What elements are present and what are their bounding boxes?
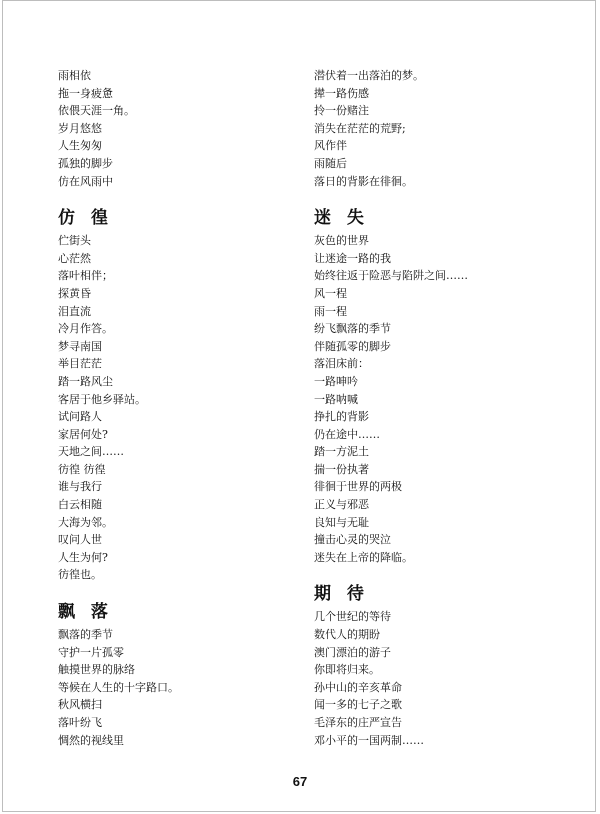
poem-line: 伴随孤零的脚步 — [314, 339, 391, 353]
poem-line: 落泪床前： — [314, 357, 369, 371]
poem-line: 人生为何? — [58, 550, 108, 564]
poem-line: 落叶相伴； — [58, 269, 113, 283]
left-column — [58, 67, 288, 749]
poem-line: 等候在人生的十字路口。 — [58, 680, 179, 694]
right-column — [314, 67, 554, 749]
poem-line: 数代人的期盼 — [314, 628, 380, 642]
poem-line: 仿在风雨中 — [58, 174, 113, 188]
poem-line: 迷失在上帝的降临。 — [314, 550, 413, 564]
poem-line: 撵一路伤感 — [314, 86, 369, 100]
poem-line: 澳门漂泊的游子 — [314, 645, 391, 659]
poem-line: 叹问人世 — [58, 533, 102, 547]
poem-line: 踏一方泥土 — [314, 445, 369, 459]
poem-line: 风作伴 — [314, 139, 347, 153]
poem-line: 试问路人 — [58, 410, 102, 424]
poem-line: 谁与我行 — [58, 480, 102, 494]
poem-line: 依偎天涯一角。 — [58, 104, 135, 118]
poem-line: 踏一路风尘 — [58, 374, 113, 388]
poem-line: 毛泽东的庄严宣告 — [314, 716, 402, 729]
poem-line: 孤独的脚步 — [58, 156, 113, 170]
poem-line: 你即将归来。 — [314, 663, 380, 677]
poem-line: 泪直流 — [58, 304, 91, 318]
poem-line: 闻一多的七子之歌 — [314, 698, 402, 712]
poem-line: 徘徊于世界的两极 — [314, 480, 402, 494]
poem-line: 落叶纷飞 — [58, 716, 102, 729]
poem-line: 仍在途中…… — [314, 427, 380, 441]
poem-line: 让迷途一路的我 — [314, 251, 391, 265]
poem-line: 彷徨 彷徨 — [58, 462, 106, 476]
poem-title-piaoluo: 飘 落 — [58, 602, 113, 623]
page-number: 67 — [292, 774, 308, 789]
poem-line: 雨一程 — [314, 304, 347, 318]
poem-line: 落日的背影在徘徊。 — [314, 174, 413, 188]
left-section-3 — [58, 601, 288, 749]
poem-line: 良知与无耻 — [314, 515, 369, 529]
poem-line: 纷飞飘落的季节 — [314, 322, 391, 336]
poem-line: 风一程 — [314, 286, 347, 300]
poem-title-mishi: 迷 失 — [314, 208, 369, 229]
poem-line: 撞击心灵的哭泣 — [314, 533, 391, 547]
poem-line: 邓小平的一国两制…… — [314, 733, 424, 747]
poem-title-panghuang: 仿 徨 — [58, 208, 113, 229]
poem-line: 白云相随 — [58, 498, 102, 512]
poem-line: 雨相依 — [58, 69, 91, 82]
poem-line: 挣扎的背影 — [314, 410, 369, 424]
poem-line: 人生匆匆 — [58, 139, 102, 153]
poem-line: 拎一份赌注 — [314, 104, 369, 118]
right-section-2 — [314, 207, 554, 566]
poem-line: 灰色的世界 — [314, 234, 369, 248]
poem-line: 客居于他乡驿站。 — [58, 392, 146, 406]
poem-line: 一路呐喊 — [314, 392, 358, 406]
poem-line: 岁月悠悠 — [58, 121, 102, 135]
poem-line: 彷徨也。 — [58, 568, 102, 582]
poem-line: 触摸世界的脉络 — [58, 663, 135, 677]
poem-line: 守护一片孤零 — [58, 645, 124, 659]
poem-line: 惆然的视线里 — [58, 733, 124, 747]
poem-line: 雨随后 — [314, 156, 347, 170]
poem-line: 拖一身疲惫 — [58, 86, 113, 100]
poem-line: 秋风横扫 — [58, 698, 102, 712]
poem-line: 消失在茫茫的荒野; — [314, 121, 406, 135]
poem-line: 家居何处? — [58, 427, 108, 441]
left-section-1 — [58, 67, 288, 190]
poem-line: 大海为邻。 — [58, 515, 113, 529]
poem-line: 揣一份执著 — [314, 462, 369, 476]
left-section-2 — [58, 207, 288, 584]
poem-line: 伫街头 — [58, 234, 91, 248]
poem-line: 冷月作答。 — [58, 322, 113, 336]
poem-line: 飘落的季节 — [58, 628, 113, 642]
poem-line: 探黄昏 — [58, 286, 91, 300]
poem-line: 孙中山的辛亥革命 — [314, 680, 402, 694]
poem-line: 几个世纪的等待 — [314, 610, 391, 624]
poem-line: 心茫然 — [58, 251, 91, 265]
poem-title-qidai: 期 待 — [314, 584, 369, 605]
right-section-1 — [314, 67, 554, 190]
poem-line: 一路呻吟 — [314, 374, 358, 388]
right-section-3 — [314, 583, 554, 749]
poem-line: 始终往返于险恶与陷阱之间…… — [314, 269, 468, 283]
poem-line: 梦寻南国 — [58, 339, 102, 353]
poem-line: 举目茫茫 — [58, 357, 102, 371]
poem-line: 天地之间…… — [58, 445, 124, 459]
poem-line: 潜伏着一出落泊的梦。 — [314, 69, 424, 82]
poem-line: 正义与邪恶 — [314, 498, 369, 512]
